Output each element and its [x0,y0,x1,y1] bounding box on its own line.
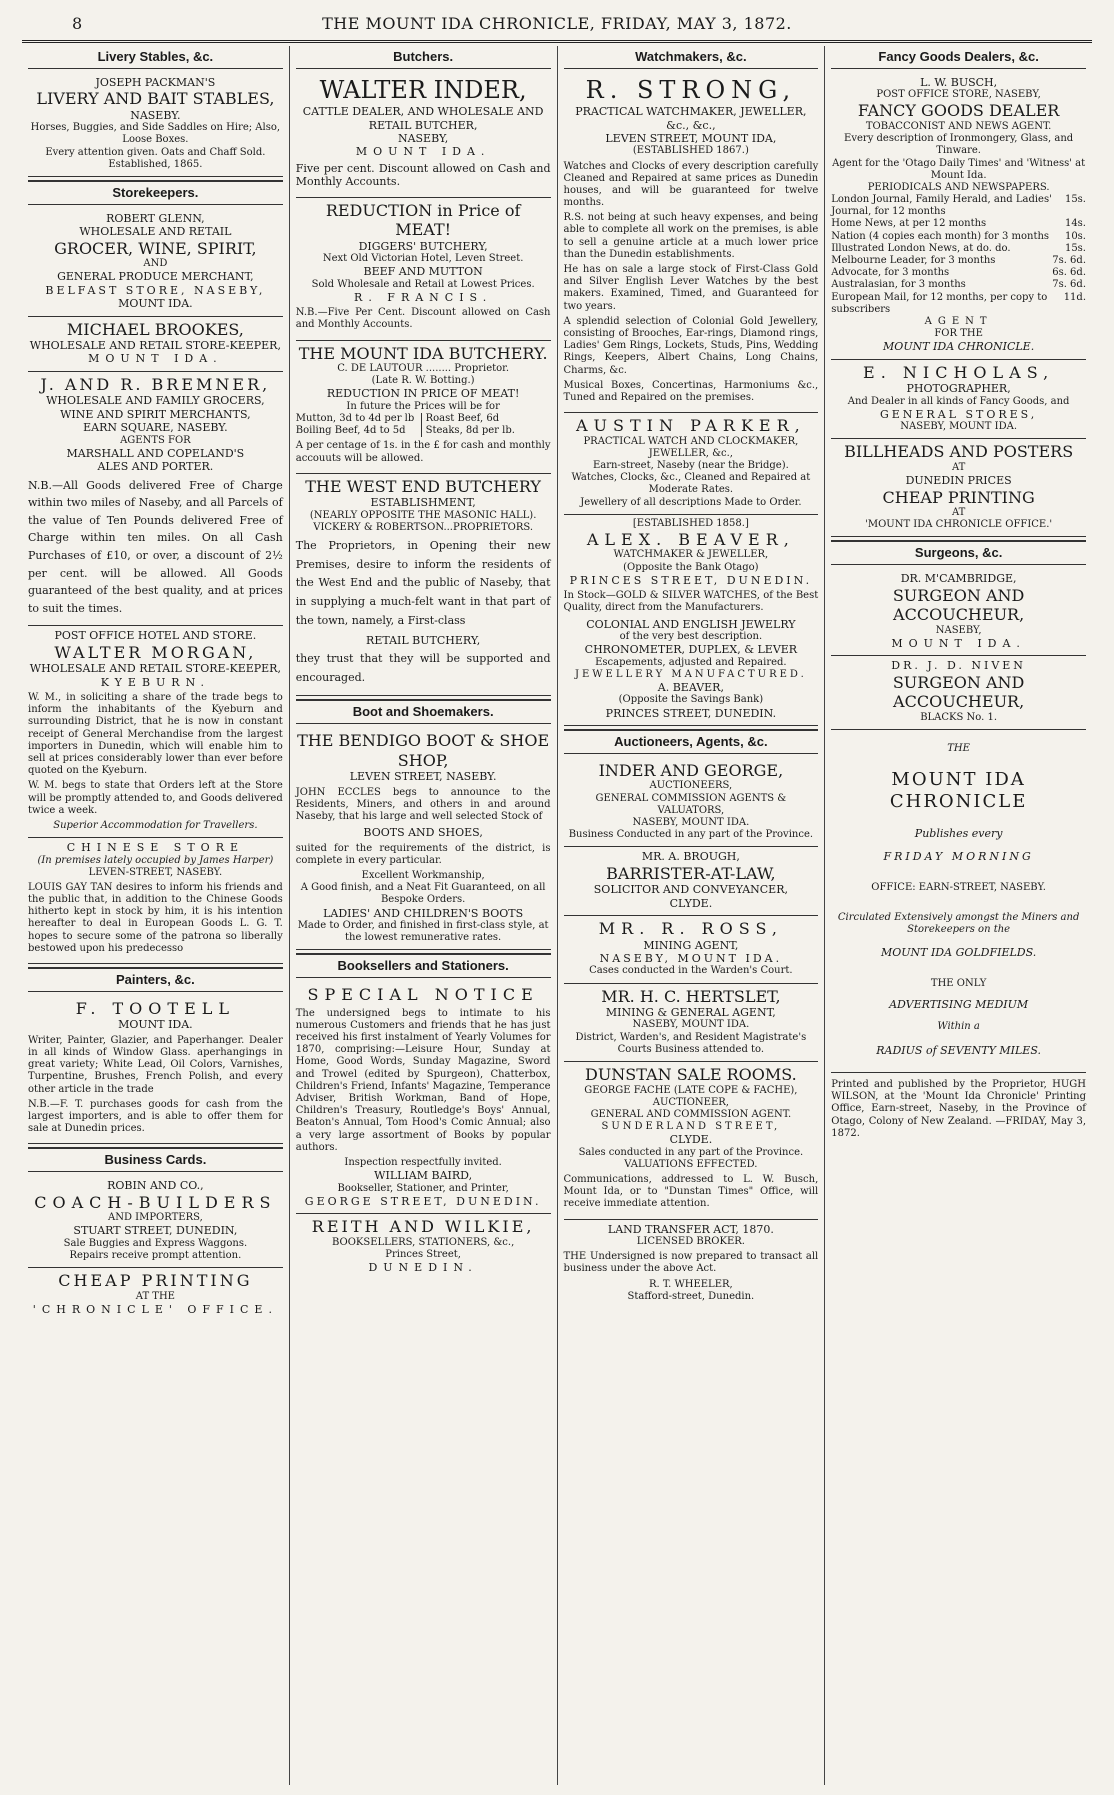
ad-west-end-butchery: THE WEST END BUTCHERY ESTABLISHMENT, (NEARLY OPPOSITE THE MASONIC HALL). VICKERY & ROBERTSON...PROPRIETORS. The Proprietors, in Opening their new Premises, desire to inform the residents of the West End and the public of Naseby, that in supplying a much-felt want in that part of the town, namely, a First-class RETAIL BUTCHERY, they trust that they will be supported and encouraged. [296,474,551,697]
ad-dunstan: DUNSTAN SALE ROOMS. GEORGE FACHE (LATE COPE & FACHE), AUCTIONEER, GENERAL AND COMMISSION AGENT. SUNDERLAND STREET, CLYDE. Sales conducted in any part of the Province. VALUATIONS EFFECTED. Communications, addressed to L. W. Busch, Mount Ida, or to "Dunstan Times" Office, will receive immediate attention. [564,1062,819,1220]
periodical-title: Nation (4 copies each month) for 3 months [831,230,1050,242]
ad-reith-wilkie: REITH AND WILKIE, BOOKSELLERS, STATIONERS, &c., Princes Street, DUNEDIN. [311,1217,535,1274]
periodical-row [831,231,1086,243]
periodical-title: Advocate, for 3 months [831,267,950,279]
price-table-row: Boiling Beef, 4d to 5d Steaks, 8d per lb. [296,425,551,437]
section-boot-shoemakers: Boot and Shoemakers. [296,699,551,724]
ad-diggers: REDUCTION in Price of MEAT! DIGGERS' BUTCHERY, Next Old Victorian Hotel, Leven Street. BEEF AND MUTTON Sold Wholesale and Retail at Lowest Prices. R. FRANCIS. N.B.—Five Per Cent. Discount allowed on Cash and Monthly Accounts. [296,198,551,341]
section-painters: Painters, &c. [28,967,283,992]
price-table-row: Mutton, 3d to 4d per lb Roast Beef, 6d [296,413,551,425]
periodical-title: Illustrated London News, at do. do. [831,242,1011,254]
section-watchmakers: Watchmakers, &c. [564,46,819,69]
page-number: 8 [72,14,83,33]
ad-land-transfer: LAND TRANSFER ACT, 1870. LICENSED BROKER. THE Undersigned is now prepared to transact all business under the above Act. R. T. WHEELER, Stafford-street, Dunedin. [563,1222,819,1302]
section-livery: Livery Stables, &c. [28,46,283,69]
ad-inder-george: INDER AND GEORGE, AUCTIONEERS, GENERAL COMMISSION AGENTS & VALUATORS, NASEBY, MOUNT IDA. Business Conducted in any part of the Province. [564,758,819,847]
periodical-price: 15s. [1064,242,1086,254]
periodical-row [831,218,1086,230]
periodical-title: European Mail, for 12 months, per copy to subscribers [831,291,1048,315]
section-auctioneers: Auctioneers, Agents, &c. [564,729,819,754]
ad-chronicle-masthead: THE MOUNT IDA CHRONICLE Publishes every FRIDAY MORNING OFFICE: EARN-STREET, NASEBY. Circulated Extensively amongst the Miners and Storekeepers on the MOUNT IDA GOLDFIELDS. THE ONLY ADVERTISING MEDIUM Within a RADIUS of SEVENTY MILES. [831,730,1086,1073]
section-storekeepers: Storekeepers. [28,180,283,205]
ad-beaver: [ESTABLISHED 1858.] ALEX. BEAVER, WATCHMAKER & JEWELLER, (Opposite the Bank Otago) PRINCES STREET, DUNEDIN. In Stock—GOLD & SILVER WATCHES, of the Best Quality, direct from the Manufacturers. COLONIAL AND ENGLISH JEWELRY of the very best description. CHRONOMETER, DUPLEX, & LEVER Escapements, adjusted and Repaired. JEWELLERY MANUFACTURED. A. BEAVER, (Opposite the Savings Bank) PRINCES STREET, DUNEDIN. [564,515,819,726]
periodical-title: London Journal, Family Herald, and Ladies' Journal, for 12 months [831,194,1052,218]
ad-bendigo: THE BENDIGO BOOT & SHOE SHOP, LEVEN STREET, NASEBY. JOHN ECCLES begs to announce to the Residents, Miners, and others in and around Naseby, that his large and well selected Stock of BOOTS AND SHOES, suited for the requirements of the district, is complete in every particular. Excellent Workmanship, A Good finish, and a Neat Fit Guaranteed, on all Bespoke Orders. LADIES' AND CHILDREN'S BOOTS Made to Order, and finished in first-class style, at the lowest remunerative rates. [296,728,551,950]
ad-brookes: MICHAEL BROOKES, WHOLESALE AND RETAIL STORE-KEEPER, MOUNT IDA. [28,317,283,372]
columns [22,46,1092,1785]
ad-billheads: BILLHEADS AND POSTERS AT DUNEDIN PRICES CHEAP PRINTING AT 'MOUNT IDA CHRONICLE OFFICE.' [831,439,1086,537]
page-title: THE MOUNT IDA CHRONICLE, FRIDAY, MAY 3, 1872. [322,14,792,33]
periodical-title: Australasian, for 3 months [831,279,966,291]
periodical-row [831,194,1086,218]
ad-parker: AUSTIN PARKER, PRACTICAL WATCH AND CLOCKMAKER, JEWELLER, &c., Earn-street, Naseby (near the Bridge). Watches, Clocks, &c., Cleaned and Repaired at Moderate Rates. Jewellery of all descriptions Made to Order. [564,413,819,515]
section-surgeons: Surgeons, &c. [831,540,1086,565]
ad-mccambridge: DR. M'CAMBRIDGE, SURGEON AND ACCOUCHEUR, NASEBY, MOUNT IDA. [831,569,1086,656]
periodical-title: Home News, at per 12 months [831,218,987,230]
periodical-title: Melbourne Leader, for 3 months [831,255,996,267]
imprint: Printed and published by the Proprietor, HUGH WILSON, at the 'Mount Ida Chronicle' Printing Office, Earn-street, Naseby, in the Province of Otago, Colony of New Zealand. —FRIDAY, May 3, 1872. [831,1079,1086,1139]
periodical-price: 6s. 6d. [1052,267,1086,279]
ad-niven: DR. J. D. NIVEN SURGEON AND ACCOUCHEUR, BLACKS No. 1. [831,656,1086,730]
column-3 [558,46,826,1785]
column-4 [825,46,1092,1785]
periodical-row [831,255,1086,267]
ad-special-notice: SPECIAL NOTICE The undersigned begs to intimate to his numerous Customers and friends that he has just received his first instalment of Yearly Volumes for 1870, comprising:—Leisure Hour, Sunday at Home, Good Words, Sunday Magazine, Sword and Trowel (edited by Spurgeon), Chatterbox, Children's Friend, Infants' Magazine, Temperance Adviser, British Workman, Band of Hope, Children's Treasury, Routledge's Boys' Annual, Beaton's Annual, Tom Hood's Comic Annual; also a very large assortment of Books by popular authors. Inspection respectfully invited. WILLIAM BAIRD, Bookseller, Stationer, and Printer, GEORGE STREET, DUNEDIN. [296,982,551,1214]
ad-busch: L. W. BUSCH, POST OFFICE STORE, NASEBY, FANCY GOODS DEALER TOBACCONIST AND NEWS AGENT. Every description of Ironmongery, Glass, and Tinware. Agent for the 'Otago Daily Times' and 'Witness' at Mount Ida. PERIODICALS AND NEWSPAPERS. London Journal, Family Herald, and Ladies' Journal, for 12 months 15s. Home News, at per 12 months 14s. Nation (4 copies each month) for 3 months 10s. Illustrated London News, at do. do. 15s. Melbourne Leader, for 3 months 7s. 6d. Advocate, for 3 months 6s. 6d. Australasian, for 3 months 7s. 6d. European Mail, for 12 months, per copy to subscribers 11d. AGENT FOR THE MOUNT IDA CHRONICLE. [831,73,1086,360]
section-fancy-goods: Fancy Goods Dealers, &c. [831,46,1086,69]
ad-inder: WALTER INDER, CATTLE DEALER, AND WHOLESALE AND RETAIL BUTCHER, NASEBY, MOUNT IDA. Five per cent. Discount allowed on Cash and Monthly Accounts. [296,73,551,198]
section-butchers: Butchers. [296,46,551,69]
periodical-row [831,267,1086,279]
ad-glenn: ROBERT GLENN, WHOLESALE AND RETAIL GROCER, WINE, SPIRIT, AND GENERAL PRODUCE MERCHANT, BELFAST STORE, NASEBY, MOUNT IDA. [28,209,283,317]
section-business-cards: Business Cards. [28,1147,283,1172]
ad-chinese-store: CHINESE STORE (In premises lately occupied by James Harper) LEVEN-STREET, NASEBY. LOUIS GAY TAN desires to inform his friends and the public that, in addition to the Chinese Goods hitherto kept in stock by him, it is his intention hereafter to deal in European Goods L. G. T. hopes to secure some of the patrona so liberally bestowed upon his predecesso [28,838,283,964]
column-2 [290,46,558,1785]
periodical-price: 14s. [1064,218,1086,230]
section-booksellers: Booksellers and Stationers. [296,953,551,978]
periodical-row [831,292,1086,316]
periodical-price: 7s. 6d. [1052,279,1086,291]
ad-packman: JOSEPH PACKMAN'S LIVERY AND BAIT STABLES, NASEBY. Horses, Buggies, and Side Saddles on Hire; Also, Loose Boxes. Every attention given. Oats and Chaff Sold. Established, 1865. [28,73,283,177]
ad-nicholas: E. NICHOLAS, PHOTOGRAPHER, And Dealer in all kinds of Fancy Goods, and GENERAL STORES, NASEBY, MOUNT IDA. [831,360,1086,440]
periodical-price: 7s. 6d. [1052,255,1086,267]
periodicals-list [831,194,1086,316]
periodical-price: 10s. [1064,230,1086,242]
periodical-row [831,243,1086,255]
ad-tootell: F. TOOTELL MOUNT IDA. Writer, Painter, Glazier, and Paperhanger. Dealer in all kinds of Window Glass. aperhangings in great variety; White Lead, Oil Colors, Varnishes, Turpentine, Brushes, French Polish, and every other article in the trade N.B.—F. T. purchases goods for cash from the largest importers, and is able to offer them for sale at Dunedin prices. [28,996,283,1144]
ad-robin: ROBIN AND CO., COACH-BUILDERS AND IMPORTERS, STUART STREET, DUNEDIN, Sale Buggies and Express Waggons. Repairs receive prompt attention. [28,1176,283,1268]
ad-strong: R. STRONG, PRACTICAL WATCHMAKER, JEWELLER, &c., &c., LEVEN STREET, MOUNT IDA, (ESTABLISHED 1867.) Watches and Clocks of every description carefully Cleaned and Repaired at same prices as Dunedin houses, and will be guaranteed for twelve months. R.S. not being at such heavy expenses, and being able to complete all work on the premises, is able to sell a genuine article at a much lower price than the Dunedin establishments. He has on sale a large stock of First-Class Gold and Silver English Lever Watches by the best makers. Examined, Timed, and Guaranteed for two years. A splendid selection of Colonial Gold Jewellery, consisting of Brooches, Ear-rings, Diamond rings, Ladies' Gem Rings, Lockets, Studs, Pins, Wedding Rings, Keepers, Albert Chains, Long Chains, Charms, &c. Musical Boxes, Concertinas, Harmoniums &c., Tuned and Repaired on the premises. [564,73,819,413]
column-1 [22,46,290,1785]
ad-cheap-printing: CHEAP PRINTING AT THE 'CHRONICLE' OFFICE. [32,1271,278,1316]
ad-morgan: POST OFFICE HOTEL AND STORE. WALTER MORGAN, WHOLESALE AND RETAIL STORE-KEEPER, KYEBURN. W. M., in soliciting a share of the trade begs to inform the inhabitants of the Kyeburn and surrounding District, that he is now in constant receipt of General Merchandise from the largest importers in Dunedin, which will enable him to sell at prices considerably lower than ever before quoted on the Kyeburn. W. M. begs to state that Orders left at the Store will be promptly attended to, and Goods delivered twice a week. Superior Accommodation for Travellers. [28,626,283,838]
periodical-price: 11d. [1063,291,1086,303]
ad-hertslet: MR. H. C. HERTSLET, MINING & GENERAL AGENT, NASEBY, MOUNT IDA. District, Warden's, and Resident Magistrate's Courts Business attended to. [564,984,819,1062]
periodical-row [831,279,1086,291]
ad-brough: MR. A. BROUGH, BARRISTER-AT-LAW, SOLICITOR AND CONVEYANCER, CLYDE. [564,847,819,916]
masthead [22,10,1092,43]
ad-ross: MR. R. ROSS, MINING AGENT, NASEBY, MOUNT IDA. Cases conducted in the Warden's Court. [564,916,819,984]
periodical-price: 15s. [1064,194,1086,206]
ad-bremner: J. AND R. BREMNER, WHOLESALE AND FAMILY GROCERS, WINE AND SPIRIT MERCHANTS, EARN SQUARE, NASEBY. AGENTS FOR MARSHALL AND COPELAND'S ALES AND PORTER. N.B.—All Goods delivered Free of Charge within two miles of Naseby, and all Parcels of the value of Ten Pounds delivered Free of Charge within ten miles. On all Cash Purchases of £10, or over, a discount of 2½ per cent. will be allowed. All Goods guaranteed of the best quality, and at prices to suit the times. [28,372,283,626]
ad-mount-ida-butchery: THE MOUNT IDA BUTCHERY. C. DE LAUTOUR ........ Proprietor. (Late R. W. Botting.) REDUCTION IN PRICE OF MEAT! In future the Prices will be for Mutton, 3d to 4d per lb Roast Beef, 6d Boiling Beef, 4d to 5d Steaks, 8d per lb. A per centage of 1s. in the £ for cash and monthly accouuts will be allowed. [296,341,551,474]
